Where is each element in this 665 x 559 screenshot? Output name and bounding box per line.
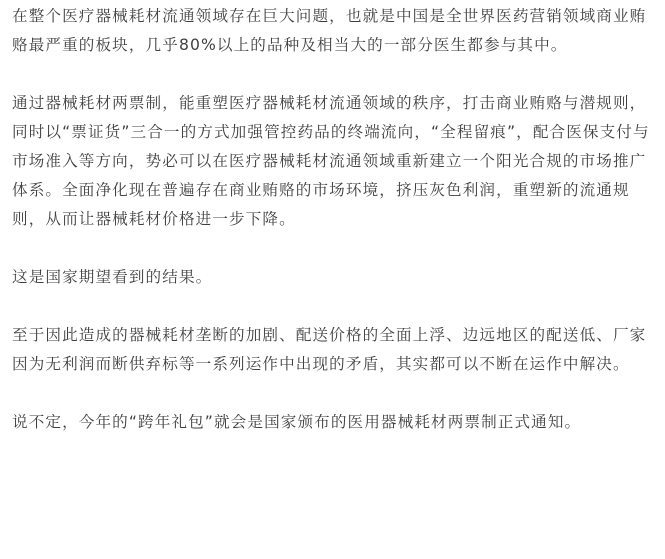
paragraph-2: 通过器械耗材两票制，能重塑医疗器械耗材流通领域的秩序，打击商业贿赂与潜规则，同时以“票证货”三合一的方式加强管控药品的终端流向，“全程留痕”，配合医保支付与市场准入等方向，势必可以在医疗器械耗材流通领域重新建立一个阳光合规的市场推广体系。全面净化现在普遍存在商业贿赂的市场环境，挤压灰色利润，重塑新的流通规则，从而让器械耗材价格进一步下降。 — [12, 94, 650, 228]
paragraph-5: 说不定，今年的“跨年礼包”就会是国家颁布的医用器械耗材两票制正式通知。 — [12, 413, 582, 431]
paragraph-3: 这是国家期望看到的结果。 — [12, 268, 213, 286]
paragraph-4: 至于因此造成的器械耗材垄断的加剧、配送价格的全面上浮、边远地区的配送低、厂家因为无利润而断供弃标等一系列运作中出现的矛盾，其实都可以不断在运作中解决。 — [12, 326, 647, 373]
paragraph-1: 在整个医疗器械耗材流通领域存在巨大问题，也就是中国是全世界医药营销领域商业贿赂最严重的板块，几乎80%以上的品种及相当大的一部分医生都参与其中。 — [12, 7, 647, 54]
article-body — [12, 2, 662, 466]
